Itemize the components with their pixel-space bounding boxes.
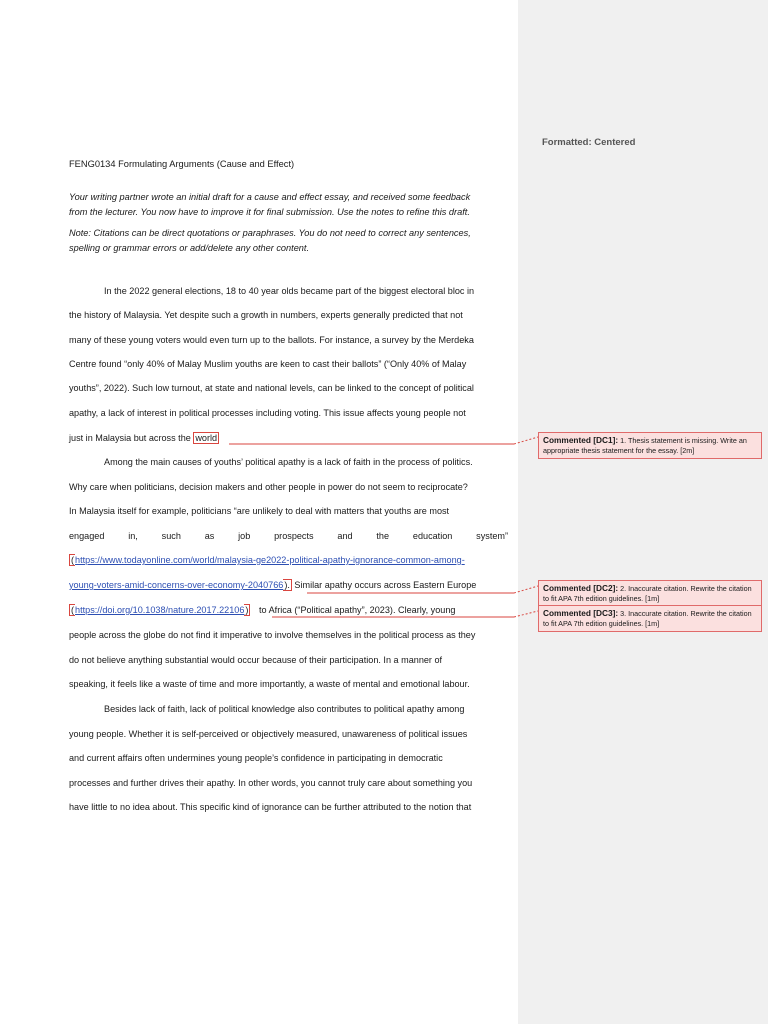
word: in, (128, 531, 138, 541)
word: and (337, 531, 353, 541)
body-line[interactable]: many of these young voters would even turn up to the ballots. For instance, a survey by the Merdeka (69, 335, 474, 345)
citation-link-todayonline[interactable]: https://www.todayonline.com/world/malaysia-ge2022-political-apathy-ignorance-common-among- (75, 555, 465, 565)
body-text: to (258, 605, 267, 615)
paren: ( (71, 555, 75, 565)
instruction-line: from the lecturer. You now have to improve it for final submission. Use the notes to refine this draft. (69, 207, 470, 217)
body-line[interactable] (69, 578, 508, 592)
note-line: spelling or grammar errors or add/delete any other content. (69, 243, 310, 253)
comment-text: 3. Inaccurate citation. Rewrite the citation to fit APA 7th edition guidelines. [1m] (543, 609, 752, 628)
body-line[interactable]: the history of Malaysia. Yet despite such a growth in numbers, experts generally predicted that not (69, 310, 463, 320)
comment-dc3[interactable] (538, 605, 762, 632)
body-line[interactable]: processes and further drives their apathy. In other words, you cannot truly care about something you (69, 778, 473, 788)
comment-anchor-dc1[interactable]: world (195, 433, 218, 443)
word: job (238, 531, 251, 541)
body-line-justified[interactable] (69, 529, 508, 543)
comment-anchor-dc2[interactable]: ). (284, 580, 290, 590)
comment-author: Commented [DC1]: (543, 435, 619, 445)
body-line[interactable]: In the 2022 general elections, 18 to 40 year olds became part of the biggest electoral bloc in (104, 286, 475, 296)
word: engaged (69, 531, 105, 541)
body-text: just in Malaysia but across the (69, 433, 194, 443)
citation-link-todayonline-cont[interactable]: young-voters-amid-concerns-over-economy-2040766 (69, 580, 284, 590)
comment-text: 2. Inaccurate citation. Rewrite the citation to fit APA 7th edition guidelines. [1m] (543, 584, 752, 603)
body-line[interactable]: do not believe anything substantial would occur because of their participation. In a manner of (69, 655, 443, 665)
body-line[interactable]: apathy, a lack of interest in political processes including voting. This issue affects young people not (69, 408, 466, 418)
paren: ( (71, 605, 75, 615)
comment-author: Commented [DC2]: (543, 583, 619, 593)
body-line[interactable]: youths”, 2022). Such low turnout, at state and national levels, can be linked to the concept of political (69, 383, 474, 393)
word: the (376, 531, 390, 541)
body-line[interactable]: young people. Whether it is self-perceived or objectively measured, unawareness of political issues (69, 729, 468, 739)
formatting-note: Formatted: Centered (542, 137, 636, 148)
comment-author: Commented [DC3]: (543, 608, 619, 618)
body-line[interactable]: Among the main causes of youths’ political apathy is a lack of faith in the process of politics. (104, 457, 473, 467)
body-line[interactable]: In Malaysia itself for example, politicians “are unlikely to deal with matters that youths are most (69, 506, 450, 516)
body-text: Similar apathy occurs across Eastern Europe (291, 580, 477, 590)
citation-link-doi[interactable]: https://doi.org/10.1038/nature.2017.22106 (75, 605, 245, 615)
comment-dc2[interactable] (538, 580, 762, 607)
instruction-line: Your writing partner wrote an initial draft for a cause and effect essay, and received some feedback (69, 192, 471, 202)
word: such (161, 531, 181, 541)
word: prospects (274, 531, 314, 541)
body-line[interactable] (69, 431, 508, 445)
body-line[interactable]: Centre found “only 40% of Malay Muslim youths are keen to cast their ballots” (“Only 40% of Malay (69, 359, 467, 369)
comment-anchor-dc3[interactable]: ) (245, 605, 249, 615)
document-title: FENG0134 Formulating Arguments (Cause and Effect) (69, 159, 295, 169)
word: system” (476, 531, 508, 541)
body-line[interactable]: Why care when politicians, decision makers and other people in power do not seem to reciprocate? (69, 482, 468, 492)
body-line[interactable] (69, 603, 508, 617)
body-line[interactable]: have little to no idea about. This specific kind of ignorance can be further attributed to the notion that (69, 802, 472, 812)
word: education (412, 531, 453, 541)
word: as (204, 531, 215, 541)
body-line[interactable]: speaking, it feels like a waste of time and more importantly, a waste of mental and emotional labour. (69, 679, 470, 689)
comment-margin-pane (518, 0, 768, 1024)
note-line: Note: Citations can be direct quotations or paraphrases. You do not need to correct any sentences, (69, 228, 471, 238)
comment-text: 1. Thesis statement is missing. Write an appropriate thesis statement for the essay. [2m] (543, 436, 747, 455)
body-line[interactable]: people across the globe do not find it imperative to involve themselves in the political process as they (69, 630, 476, 640)
comment-dc1[interactable] (538, 432, 762, 459)
body-line[interactable]: Besides lack of faith, lack of political knowledge also contributes to political apathy among (104, 704, 465, 714)
body-text: Africa (“Political apathy”, 2023). Clearly, young (268, 605, 456, 615)
body-line[interactable]: and current affairs often undermines young people’s confidence in participating in democratic (69, 753, 443, 763)
body-line[interactable] (69, 553, 508, 567)
